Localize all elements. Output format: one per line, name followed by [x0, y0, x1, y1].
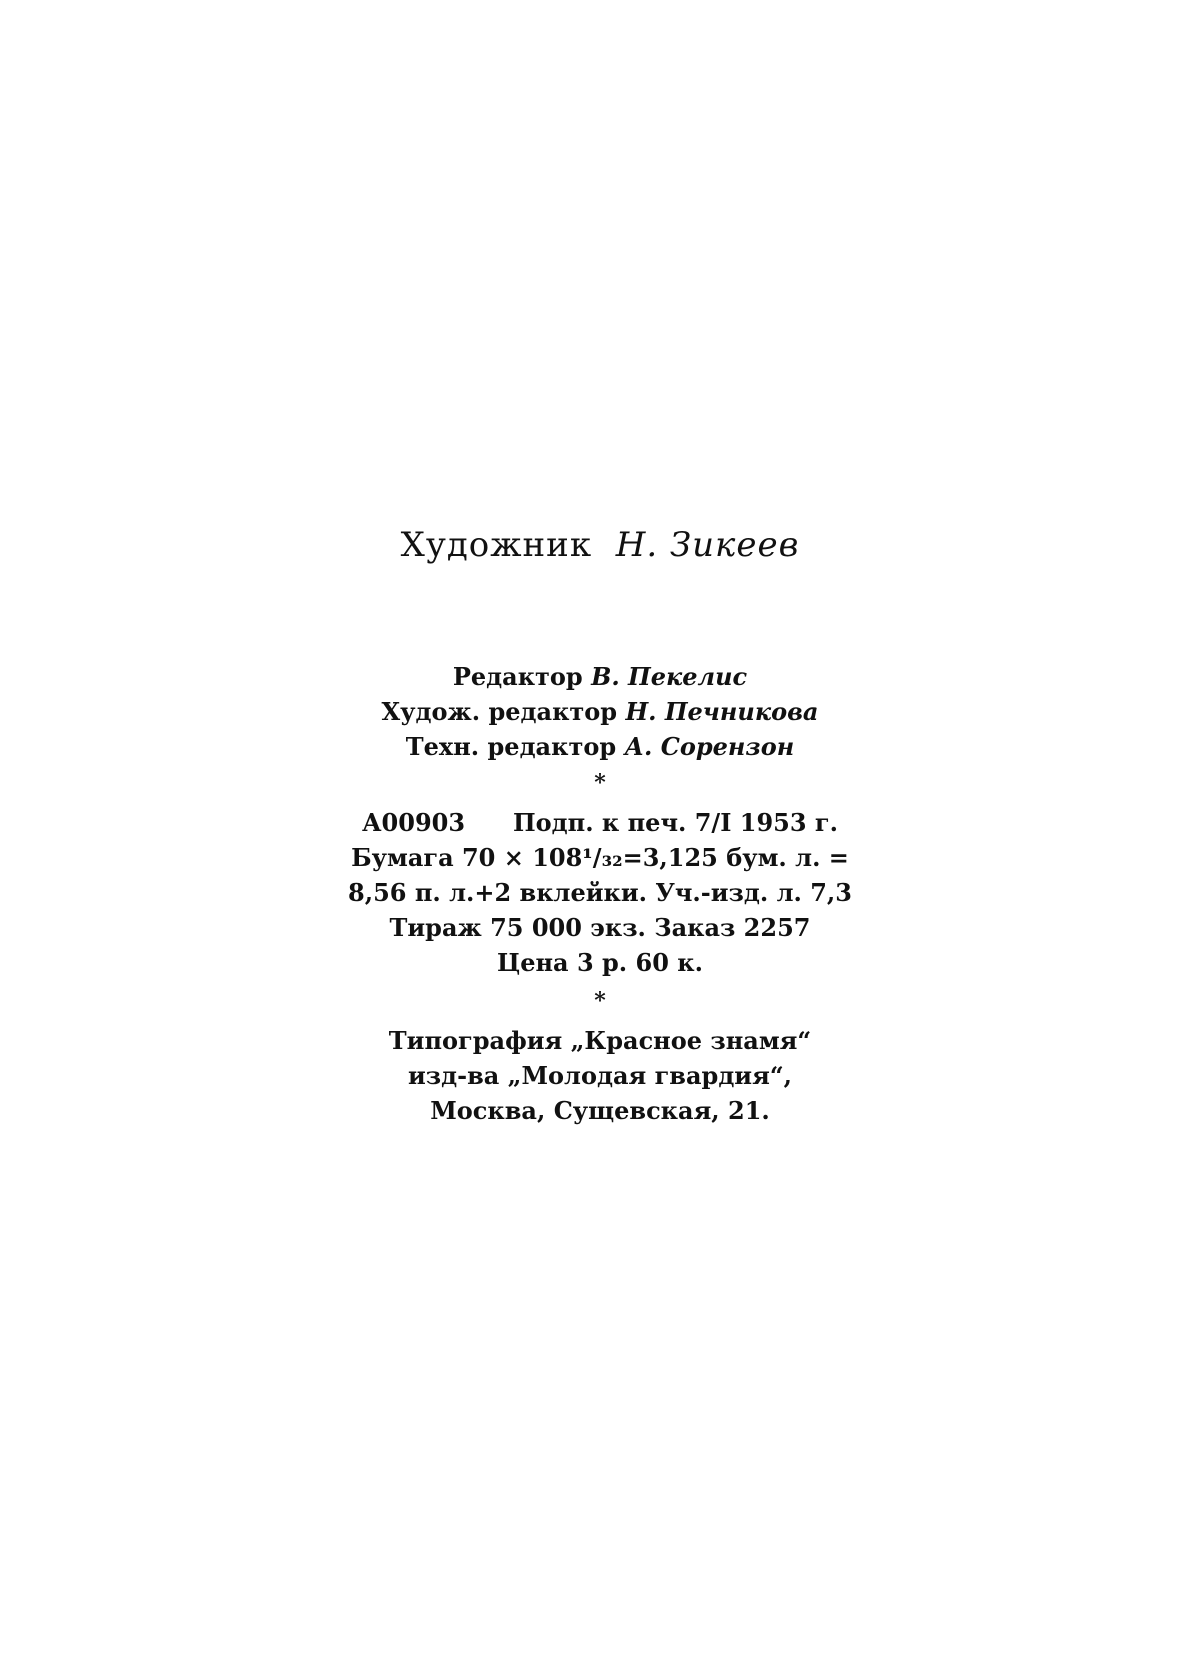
separator-asterisk: *: [594, 770, 606, 796]
editor-role: Редактор: [452, 662, 583, 691]
editor-credit: [0, 662, 1200, 691]
tech-editor-role: Техн. редактор: [405, 732, 617, 761]
imprint-line-3: 8,56 п. л.+2 вклейки. Уч.-изд. л. 7,3: [348, 878, 852, 907]
signed-to-print: Подп. к печ. 7/I 1953 г.: [512, 808, 838, 837]
separator-asterisk-2: *: [594, 988, 606, 1014]
imprint-line-4: Тираж 75 000 экз. Заказ 2257: [389, 913, 811, 942]
artist-label: Художник: [400, 525, 593, 565]
editor-name: В. Пекелис: [591, 662, 748, 691]
tech-editor-name: А. Сорензон: [624, 732, 795, 761]
artist-name: Н. Зикеев: [615, 525, 800, 565]
printer-line-1: Типография „Красное знамя“: [388, 1026, 812, 1055]
art-editor-role: Худож. редактор: [381, 697, 618, 726]
artist-credit: [0, 525, 1200, 565]
printer-line-2: изд-ва „Молодая гвардия“,: [408, 1061, 792, 1090]
art-editor-name: Н. Печникова: [625, 697, 819, 726]
art-editor-credit: [0, 697, 1200, 726]
imprint-line-1: [362, 808, 838, 837]
price-line: Цена 3 р. 60 к.: [497, 948, 703, 977]
publication-code: А00903: [362, 808, 466, 837]
imprint-line-2: Бумага 70 × 108¹/₃₂=3,125 бум. л. =: [351, 843, 849, 872]
tech-editor-credit: [0, 732, 1200, 761]
printer-line-3: Москва, Сущевская, 21.: [430, 1096, 770, 1125]
